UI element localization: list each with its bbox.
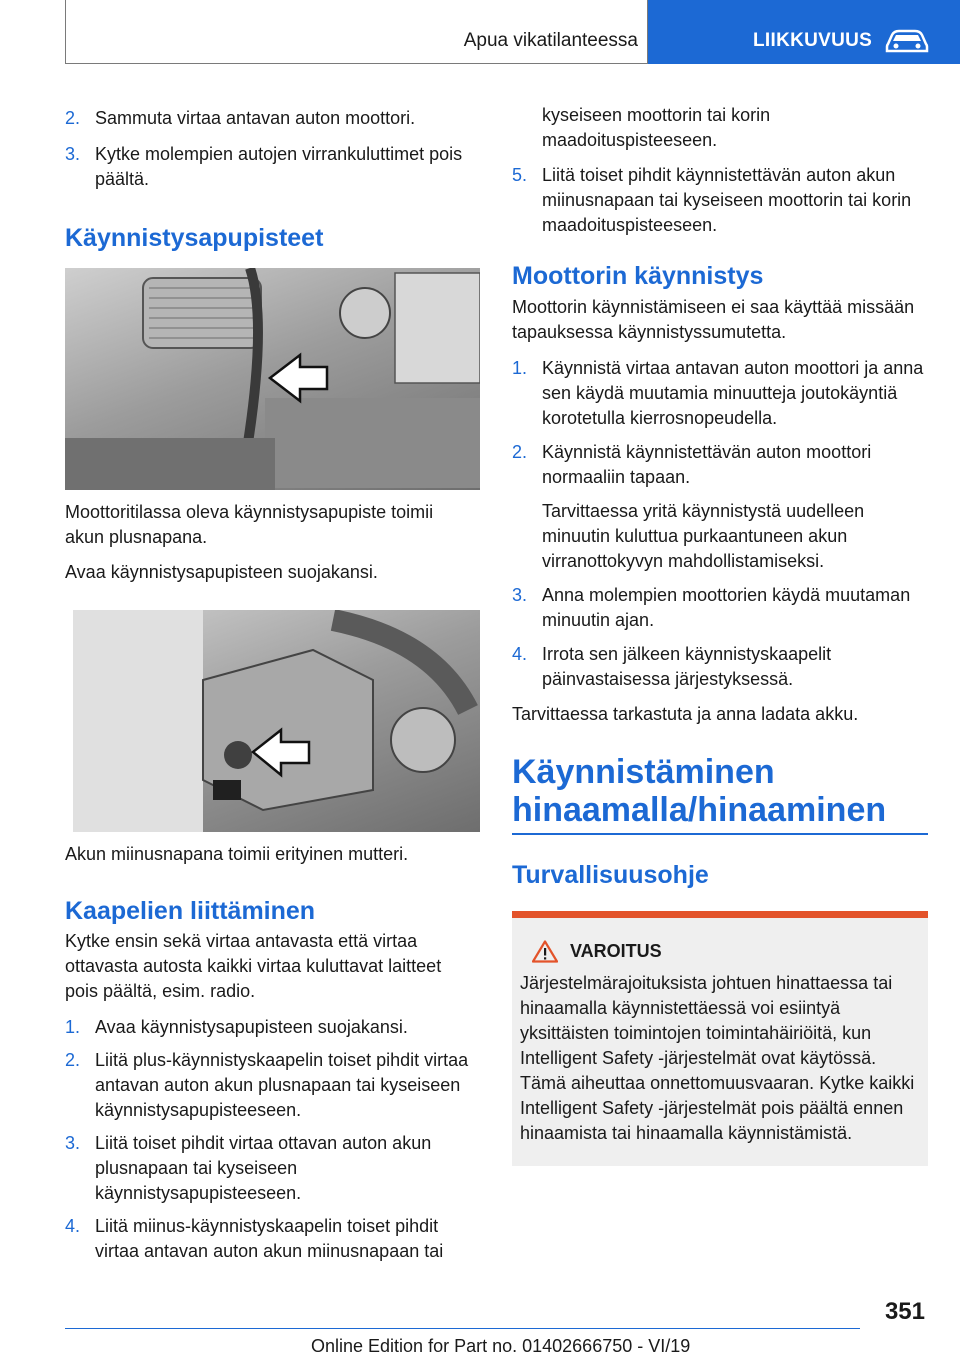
list-number: 2. [512, 442, 528, 462]
page-number: 351 [884, 1298, 925, 1325]
intro-connect-cables: Kytke ensin sekä virtaa antavasta että virtaa ottavasta autosta kaikki virtaa kuluttavat laitteet pois päältä, esim. radio. [65, 931, 442, 1001]
list-number: 4. [512, 644, 528, 664]
heading-connect-cables: Kaapelien liittäminen [65, 897, 316, 925]
heading-engine-start: Moottorin käynnistys [512, 262, 764, 290]
warning-box [512, 911, 928, 1166]
list-number: 1. [65, 1017, 81, 1037]
chapter-tab[interactable] [648, 0, 960, 64]
list-item [65, 1015, 477, 1040]
list-text: Anna molempien moottorien käydä muutaman minuutin ajan. [542, 585, 911, 630]
left-column [65, 100, 477, 1264]
intro-engine-start: Moottorin käynnistämiseen ei saa käyttää missään tapauksessa käynnistyssumutetta. [512, 297, 915, 342]
list-text: Kytke molempien autojen virrankuluttimet pois päältä. [95, 144, 463, 189]
chapter-tab-label: LIIKKUVUUS [753, 30, 873, 51]
footer-edition: Online Edition for Part no. 01402666750 - VI/19 [311, 1336, 691, 1356]
heading-jump-points: Käynnistysapupisteet [65, 224, 324, 252]
list-text: Liitä plus-käynnistyskaapelin toiset pihdit virtaa antavan auton akun plusnapaan tai kyseiseen käynnistysapupisteeseen. [95, 1050, 469, 1120]
list-item [65, 142, 477, 192]
list-number: 3. [65, 1133, 81, 1153]
list-number: 5. [512, 165, 528, 185]
caption-ground-nut: Akun miinusnapana toimii erityinen mutteri. [65, 844, 409, 864]
right-column [512, 100, 928, 1166]
list-item [65, 1214, 477, 1264]
list-item [512, 356, 928, 431]
list-number: 1. [512, 358, 528, 378]
list-item [65, 1131, 477, 1206]
footer-rule [65, 1328, 860, 1329]
list-text: Sammuta virtaa antavan auton moottori. [95, 108, 416, 128]
list-text: Liitä toiset pihdit virtaa ottavan auton akun plusnapaan tai kyseiseen käynnistysapupisteeseen. [95, 1133, 432, 1203]
heading-safety-note: Turvallisuusohje [512, 861, 709, 889]
list-number: 4. [65, 1216, 81, 1236]
heading-underline [512, 833, 928, 835]
list-extra-text: Tarvittaessa yritä käynnistystä uudelleen minuutin kuluttua purkaantuneen akun virranottokyvyn mahdollistamiseksi. [542, 501, 865, 571]
list-item [512, 583, 928, 633]
list-number: 3. [512, 585, 528, 605]
engine-bay-illustration [65, 268, 480, 490]
warning-title: VAROITUS [570, 941, 662, 961]
heading-towing: Käynnistäminen hinaamalla/hinaaminen [512, 753, 887, 829]
caption-jump-point: Moottoritilassa oleva käynnistysapupiste toimii akun plusnapana. [65, 502, 434, 547]
list-item [512, 163, 928, 238]
list-text: Käynnistä käynnistettävän auton moottori normaaliin tapaan. [542, 442, 872, 487]
list-number: 3. [65, 144, 81, 164]
list-text: Liitä toiset pihdit käynnistettävän auton akun miinusnapaan tai kyseiseen moottorin tai korin maadoituspisteeseen. [542, 165, 912, 235]
engine-bay-photo [65, 268, 480, 490]
list-item [512, 440, 928, 490]
continued-text: kyseiseen moottorin tai korin maadoituspisteeseen. [542, 105, 771, 150]
warning-title-row [532, 940, 920, 963]
list-number: 2. [65, 108, 81, 128]
list-text: Liitä miinus-käynnistyskaapelin toiset pihdit virtaa antavan auton akun miinusnapaan tai [95, 1216, 444, 1261]
instruction-open-cover: Avaa käynnistysapupisteen suojakansi. [65, 562, 378, 582]
list-item [512, 642, 928, 692]
engine-nut-photo [73, 610, 480, 832]
section-title: Apua vikatilanteessa [463, 30, 638, 51]
list-item [65, 106, 477, 131]
car-icon [884, 28, 930, 54]
ground-nut-illustration [73, 610, 480, 832]
list-text: Irrota sen jälkeen käynnistyskaapelit päinvastaisessa järjestyksessä. [542, 644, 832, 689]
list-number: 2. [65, 1050, 81, 1070]
list-text: Avaa käynnistysapupisteen suojakansi. [95, 1017, 408, 1037]
warning-triangle-icon [532, 940, 558, 963]
warning-text: Järjestelmärajoituksista johtuen hinattaessa tai hinaamalla käynnistettäessä voi esiintyä yksittäisten toimintojen toimintahäiriöitä, kun Intelligent Safety -järjestelmät ovat käytössä. Tämä aiheuttaa onnettomuusvaaran. Kytke kaikki Intelligent Safety -järjestelmät pois päältä ennen hinaamista tai hinaamalla käynnistämistä. [520, 973, 915, 1143]
list-item [65, 1048, 477, 1123]
note-charge-battery: Tarvittaessa tarkastuta ja anna ladata akku. [512, 704, 859, 724]
list-text: Käynnistä virtaa antavan auton moottori ja anna sen käydä muutamia minuutteja joutokäyntiä korotetulla kierrosnopeudella. [542, 358, 924, 428]
